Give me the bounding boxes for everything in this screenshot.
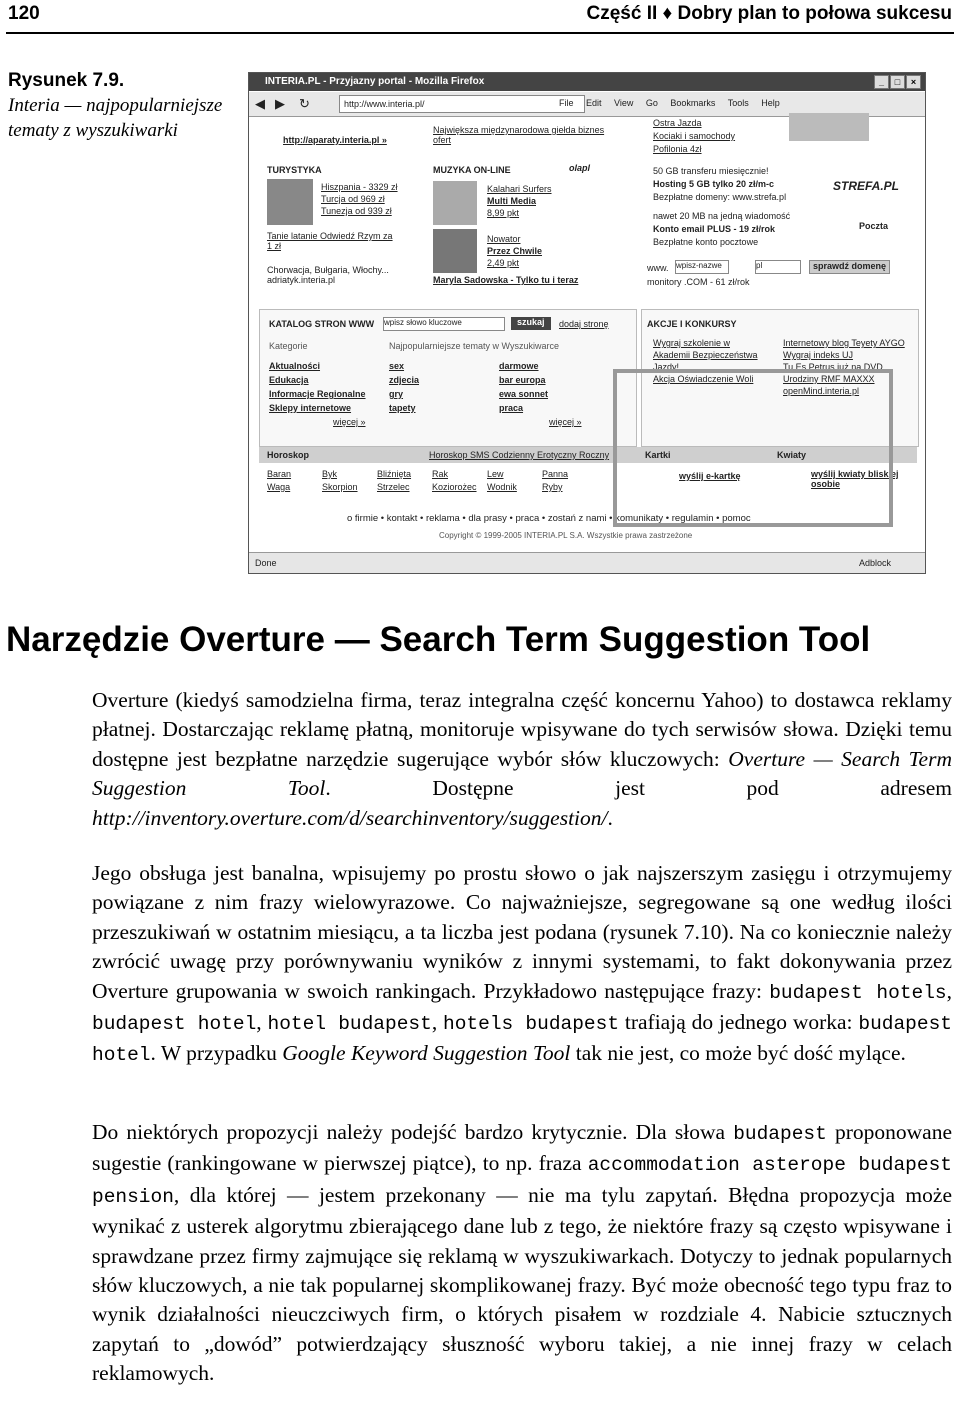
album-image [433, 229, 477, 273]
zodiac-link[interactable]: Byk [322, 469, 338, 479]
menu-bar[interactable]: File Edit View Go Bookmarks Tools Help [559, 98, 780, 108]
top-right-link[interactable]: Ostra Jazda [653, 118, 702, 128]
hosting-item[interactable]: nawet 20 MB na jedną wiadomość [653, 211, 791, 221]
tld-select[interactable]: pl [755, 260, 801, 274]
code-phrase: accommodation asterope budapest pension [92, 1154, 952, 1208]
turystyka-item[interactable]: Turcja od 969 zł [321, 194, 385, 204]
hosting-list [653, 165, 790, 249]
category-link[interactable]: Sklepy internetowe [269, 403, 352, 413]
forward-icon[interactable]: ▶ [275, 96, 285, 111]
hosting-item[interactable]: 50 GB transferu miesięcznie! [653, 166, 769, 176]
text: . W przypadku [150, 1041, 283, 1066]
album-image [433, 181, 477, 225]
top-right-link[interactable]: Pofilonia 4zł [653, 144, 702, 154]
katalog-search-button[interactable]: szukaj [511, 317, 551, 330]
horoskop-title: Horoskop [267, 450, 310, 460]
hosting-item[interactable]: Bezpłatne domeny: www.strefa.pl [653, 192, 787, 202]
akcje-link[interactable]: Akcja Oświadczenie Woli [653, 374, 754, 384]
flowers-link[interactable]: wyślij kwiaty bliskiej osobie [811, 469, 899, 489]
zodiac-link[interactable]: Waga [267, 482, 291, 492]
reload-icon[interactable]: ↻ [299, 96, 310, 111]
zodiac-link[interactable]: Koziorożec [432, 482, 477, 492]
copyright: Copyright © 1999-2005 INTERIA.PL S.A. Wszystkie prawa zastrzeżone [439, 531, 693, 540]
figure-caption-text: Interia — najpopularniejsze tematy z wyszukiwarki [8, 95, 223, 141]
popular-term[interactable]: praca [499, 403, 524, 413]
text: trafiają do jednego worka: [619, 1010, 859, 1035]
category-link[interactable]: Informacje Regionalne [269, 389, 366, 399]
code-phrase: budapest [733, 1123, 827, 1145]
minimize-icon[interactable]: _ [874, 75, 889, 89]
zodiac-link[interactable]: Lew [487, 469, 504, 479]
tanie-latanie-link[interactable]: Tanie latanie Odwiedź Rzym za 1 zł [267, 231, 393, 251]
text: proponowane sugestie (rankingowane w pierwszej piątce), to np. fraza [92, 1120, 952, 1176]
zodiac-grid [267, 469, 597, 492]
kartki-title: Kartki [645, 450, 671, 460]
domain-input[interactable]: wpisz-nazwe [675, 260, 729, 274]
top-right-links [653, 117, 803, 156]
overture-url: http://inventory.overture.com/d/searchinventory/suggestion/ [92, 805, 608, 830]
code-phrase: budapest hotel [92, 1013, 952, 1067]
browser-screenshot [248, 72, 926, 574]
status-bar [249, 552, 925, 573]
palm-image [267, 179, 313, 225]
muzyka-title: MUZYKA ON-LINE [433, 165, 511, 175]
back-icon[interactable]: ◀ [255, 96, 265, 111]
page-number: 120 [8, 3, 40, 24]
code-phrase: budapest hotels [769, 981, 947, 1004]
section-title: Narzędzie Overture — Search Term Suggestion Tool [6, 620, 871, 659]
hosting-item[interactable]: Bezpłatne konto pocztowe [653, 237, 759, 247]
popular-col2 [499, 359, 548, 415]
text: Jego obsługa jest banalna, wpisujemy po prostu słowo o jak najszerszym zasięgu i otrzymujemy powiązane z nim frazy wielowyrazowe. Co najważniejsze, segregowane są one według ilości przeszukiwań w ostatnim miesiącu, a ta liczba jest podana (rysunek 7.10). Na co koniecznie należy zwrócić uwagę przy porównywaniu wyników z innymi systemami, to fakt dokonywania przez Overture grupowania w swoich rankingach. Przykładowo następujące frazy: [92, 861, 952, 1003]
status-text: Done [255, 558, 277, 568]
text: . Dostępne jest pod adresem [325, 776, 952, 801]
close-icon[interactable]: × [906, 75, 921, 89]
figure-caption [8, 68, 228, 143]
text: tak nie jest, co może być dość mylące. [570, 1041, 906, 1066]
www-prefix: www. [647, 263, 669, 273]
text: , [256, 1010, 268, 1035]
window-titlebar [249, 73, 925, 91]
zodiac-link[interactable]: Wodnik [487, 482, 517, 492]
muzyka-footer[interactable]: Maryla Sadowska - Tylko tu i teraz [433, 275, 579, 285]
zodiac-link[interactable]: Strzelec [377, 482, 410, 492]
zodiac-link[interactable]: Panna [542, 469, 569, 479]
running-header [6, 0, 954, 34]
text: , [431, 1010, 444, 1035]
tool-name: Overture — Search Term Suggestion Tool [92, 746, 952, 801]
muzyka-list [487, 183, 552, 269]
code-phrase: hotel budapest [267, 1013, 432, 1036]
category-link[interactable]: Aktualności [269, 361, 321, 371]
footer-links[interactable]: o firmie • kontakt • reklama • dla prasy • praca • zostań z nami • komunikaty • regulamin • pomoc [347, 513, 751, 524]
add-page-link[interactable]: dodaj stronę [559, 319, 609, 329]
popular-more-link[interactable]: więcej » [549, 417, 582, 427]
popular-title: Najpopularniejsze tematy w Wyszukiwarce [389, 341, 559, 351]
popular-term[interactable]: darmowe [499, 361, 539, 371]
code-phrase: budapest hotel [92, 1013, 257, 1036]
paragraph-1 [92, 686, 952, 833]
address-bar[interactable]: http://www.interia.pl/ [339, 95, 585, 113]
muzyka-item[interactable]: Multi Media [487, 196, 536, 206]
paragraph-3 [92, 1118, 952, 1389]
turystyka-item[interactable]: Hiszpania - 3329 zł [321, 182, 398, 192]
kwiaty-title: Kwiaty [777, 450, 807, 460]
zodiac-link[interactable]: Bliźnięta [377, 469, 412, 479]
olapl-logo: olapl [569, 163, 591, 173]
turystyka-footer[interactable]: Chorwacja, Bułgaria, Włochy... adriatyk.interia.pl [267, 265, 389, 285]
categories-more-link[interactable]: więcej » [333, 417, 366, 427]
popular-term[interactable]: ewa sonnet [499, 389, 549, 399]
top-right-link[interactable]: Kociaki i samochody [653, 131, 736, 141]
popular-col1 [389, 359, 419, 415]
akcje-link[interactable]: Urodziny RMF MAXXX [783, 374, 875, 384]
check-domain-button[interactable]: sprawdź domenę [809, 260, 890, 274]
banner-image [789, 113, 869, 141]
window-title: INTERIA.PL - Przyjazny portal - Mozilla Firefox [265, 76, 485, 87]
zodiac-link[interactable]: Rak [432, 469, 449, 479]
text: . [607, 805, 613, 830]
akcje-title: AKCJE I KONKURSY [647, 319, 737, 329]
categories-label: Kategorie [269, 341, 308, 351]
domain-footer[interactable]: monitory .COM - 61 zł/rok [647, 277, 750, 287]
katalog-title: KATALOG STRON WWW [269, 319, 375, 329]
tool-name: Google Keyword Suggestion Tool [282, 1041, 571, 1066]
text: Overture (kiedyś samodzielna firma, teraz integralna część koncernu Yahoo) to dostawca reklamy płatnej. Dostarczając reklamę płatną, monitoruje wpisywane do tych serwisów słowa. Dzięki temu dostępne jest bezpłatne narzędzie sugerujące wybór słów kluczowych: [92, 688, 952, 771]
akcje-link[interactable]: Jazdy! [653, 362, 680, 372]
horoskop-links[interactable]: Horoskop SMS Codzienny Erotyczny Roczny [429, 450, 610, 460]
popular-term[interactable]: sex [389, 361, 405, 371]
paragraph-2 [92, 859, 952, 1071]
strefa-logo: STREFA.PL [833, 179, 900, 193]
popular-term[interactable]: bar europa [499, 375, 546, 385]
turystyka-item[interactable]: Tunezja od 939 zł [321, 206, 392, 216]
highlight-frame [613, 369, 893, 527]
poczta-label: Poczta [859, 221, 889, 231]
popular-term[interactable]: tapety [389, 403, 416, 413]
muzyka-item[interactable]: Przez Chwile [487, 246, 543, 256]
hosting-item[interactable]: Konto email PLUS - 19 zł/rok [653, 224, 776, 234]
chapter-title: Część II ♦ Dobry plan to połowa sukcesu [586, 3, 952, 24]
code-phrase: hotels budapest [443, 1013, 620, 1036]
categories-list [269, 359, 366, 415]
zodiac-link[interactable]: Skorpion [322, 482, 358, 492]
turystyka-title: TURYSTYKA [267, 165, 322, 175]
adblock-label[interactable]: Adblock [858, 558, 891, 568]
muzyka-item[interactable]: 8,99 pkt [487, 208, 520, 218]
turystyka-list [321, 181, 398, 217]
akcje-link[interactable]: Tu Es Petrus już na DVD [783, 362, 883, 372]
zodiac-link[interactable]: Baran [267, 469, 292, 479]
top-news-link[interactable]: Największa międzynarodowa giełda biznes ofert [433, 125, 605, 145]
popular-term[interactable]: gry [389, 389, 404, 399]
muzyka-item[interactable]: Nowator [487, 234, 521, 244]
akcje-link[interactable]: Wygraj szkolenie w Akademii Bezpieczeństwa [653, 338, 758, 360]
maximize-icon[interactable]: □ [890, 75, 905, 89]
category-link[interactable]: Edukacja [269, 375, 309, 385]
aparaty-link[interactable]: http://aparaty.interia.pl » [283, 135, 387, 145]
katalog-search-input[interactable]: wpisz słowo kluczowe [383, 317, 505, 331]
text: , dla której — jestem przekonany — nie ma tylu zapytań. Błędna propozycja może wynikać z usterek algorytmu zbierającego dane lub z tego, że niektóre frazy są często wpisywane i sprawdzane przez firmy zajmujące się reklamą w wyszukiwarkach. Dotyczy to jednak popularnych słów kluczowych, a nie tak popularnej skomplikowanej frazy. Być może obecność tego typu fraz to wynik działalności nieuczciwych firm, o których pisałem w rozdziale 4. Nabicie sztucznych zapytań to „dowód” potwierdzający słuszność wyboru takiej, a nie innej frazy w celach reklamowych. [92, 1182, 952, 1386]
figure-number: Rysunek 7.9. [8, 70, 125, 91]
akcje-link[interactable]: Internetowy blog Teyety AYGO [783, 338, 905, 348]
akcje-link[interactable]: openMind.interia.pl [783, 386, 860, 396]
zodiac-link[interactable]: Ryby [542, 482, 563, 492]
popular-term[interactable]: zdjecia [389, 375, 420, 385]
text: , [946, 978, 952, 1003]
akcje-link[interactable]: Wygraj indeks UJ [783, 350, 853, 360]
ecard-link[interactable]: wyślij e-kartkę [679, 471, 741, 481]
text: Do niektórych propozycji należy podejść bardzo krytycznie. Dla słowa [92, 1120, 734, 1144]
muzyka-item[interactable]: Kalahari Surfers [487, 184, 552, 194]
muzyka-item[interactable]: 2,49 pkt [487, 258, 520, 268]
hosting-item[interactable]: Hosting 5 GB tylko 20 zł/m-c [653, 179, 775, 189]
